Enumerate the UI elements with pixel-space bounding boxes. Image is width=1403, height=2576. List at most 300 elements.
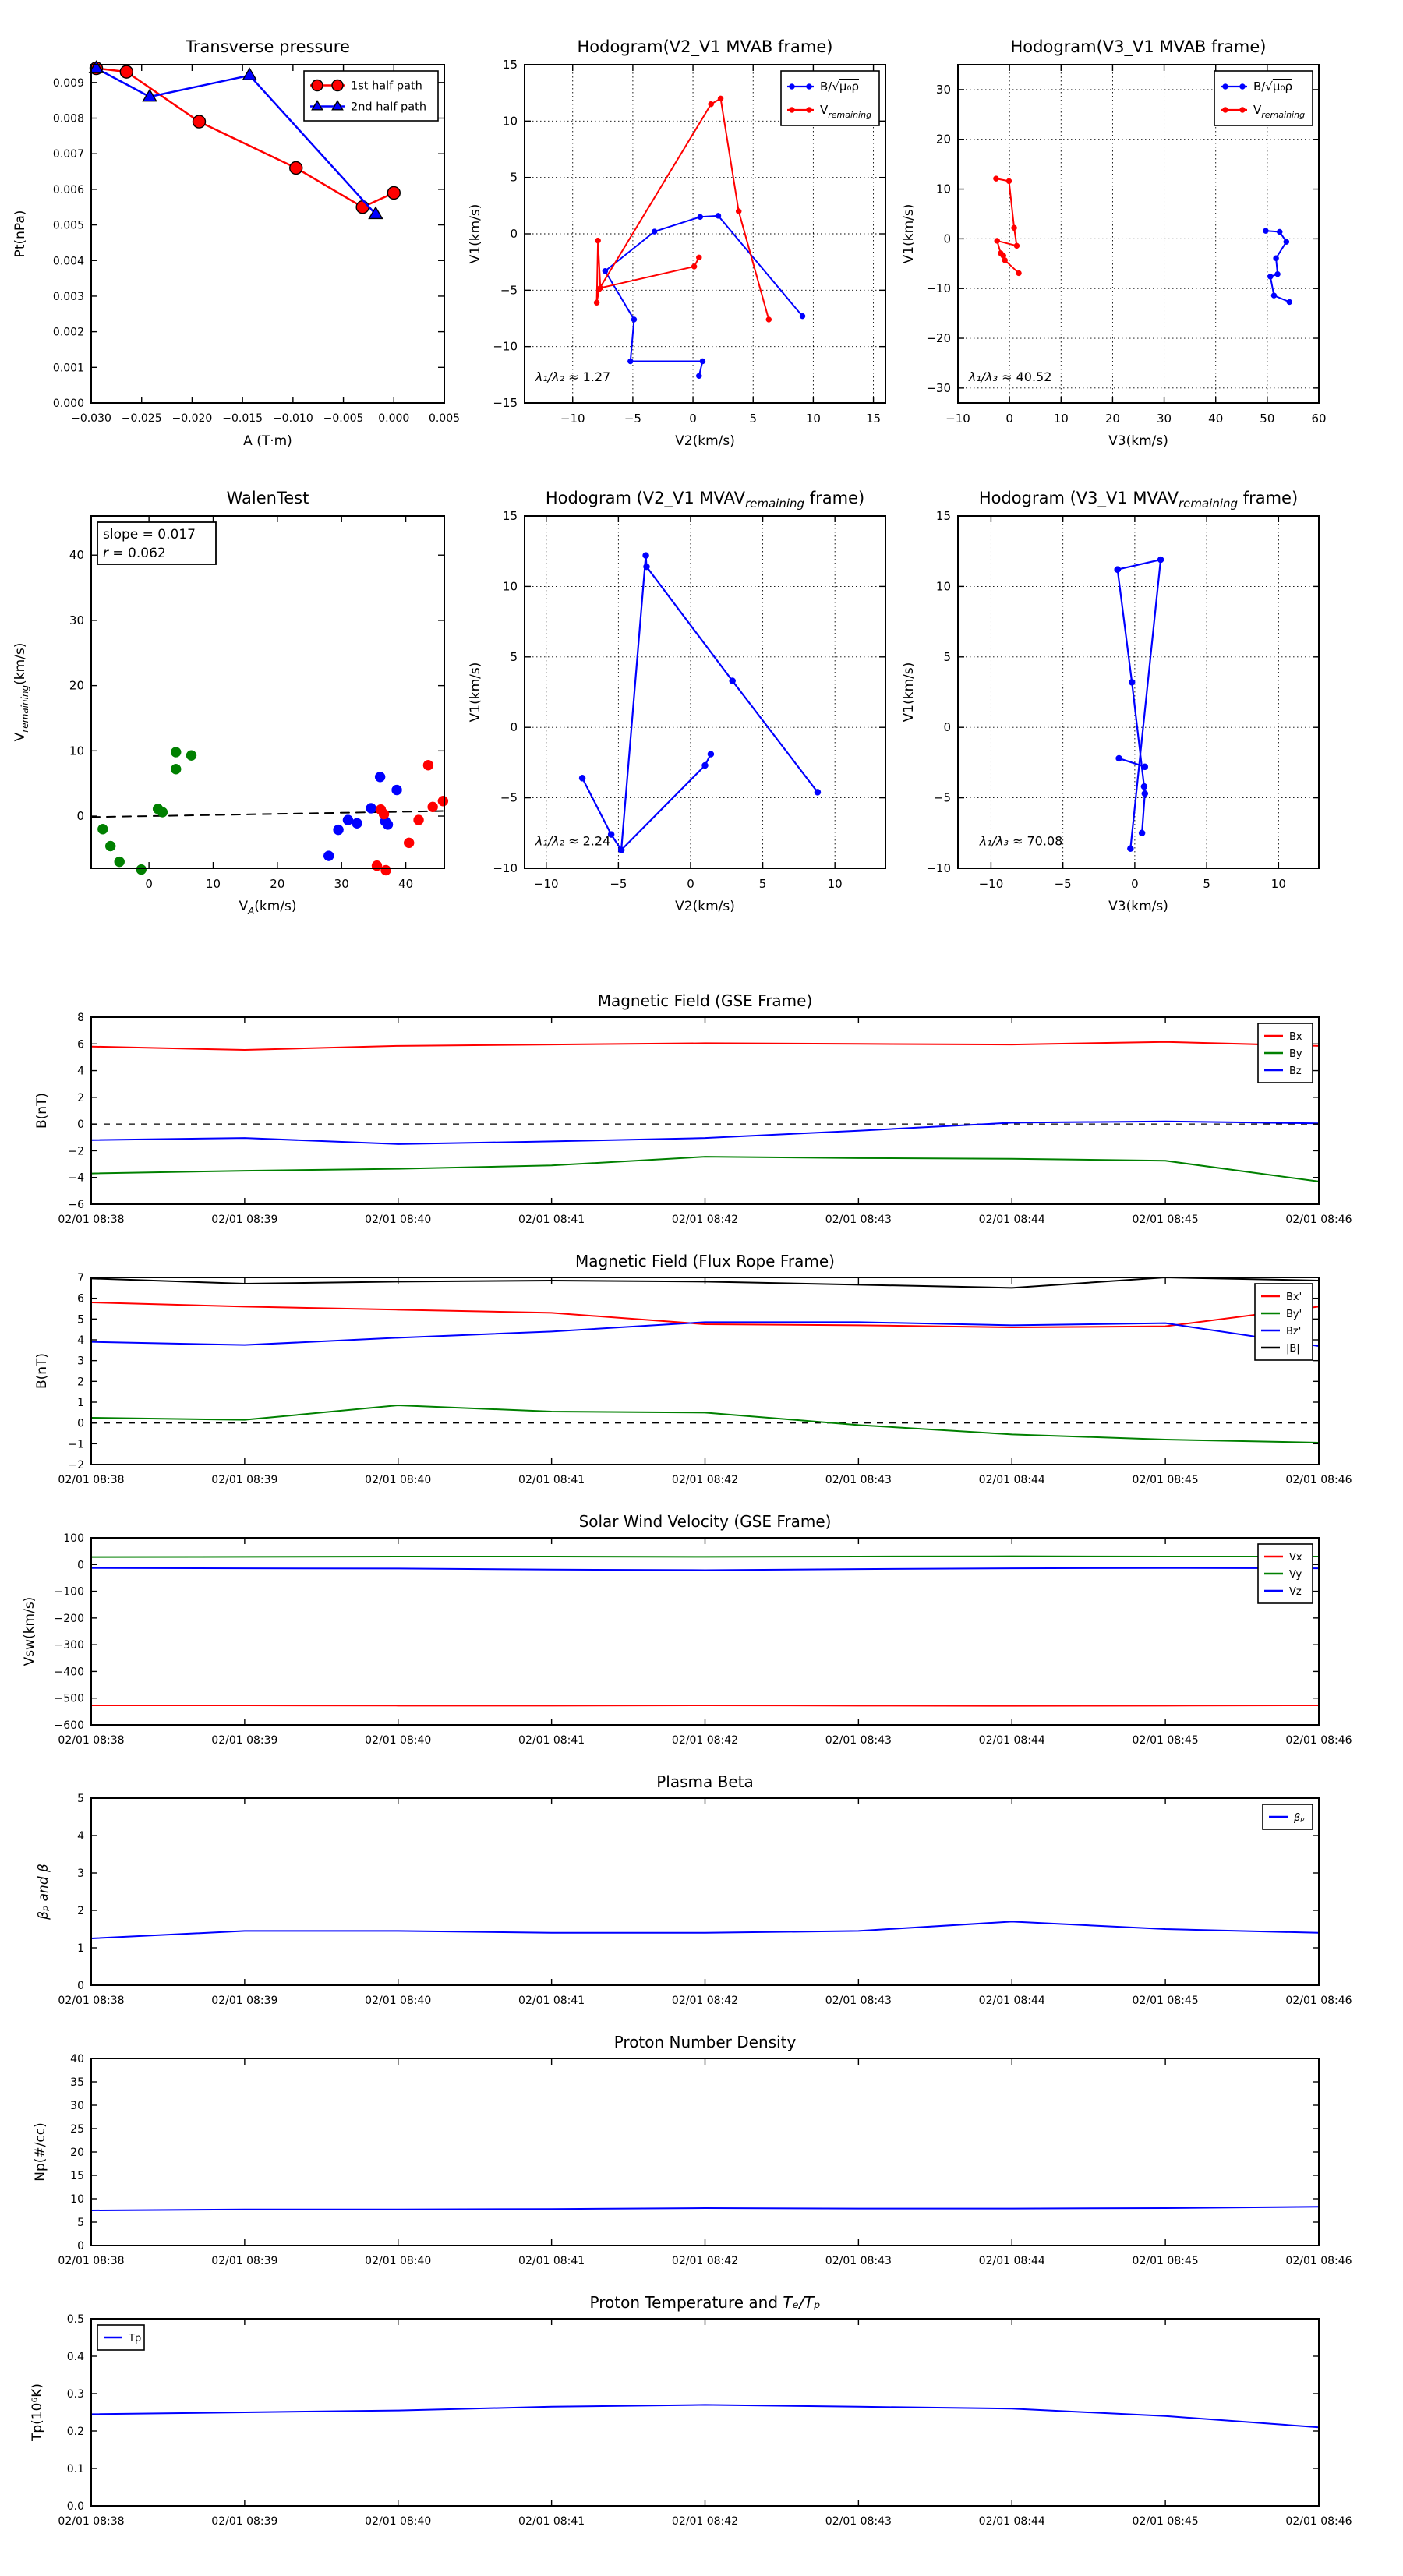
y-tick-label: 20 [70,2147,84,2159]
marker-circle [790,84,795,90]
y-tick-label: 0.000 [52,398,84,410]
x-tick-label: 40 [1208,412,1224,426]
chart-title: Hodogram(V2_V1 MVAB frame) [577,37,833,56]
x-tick-label: 02/01 08:39 [211,1734,278,1747]
marker-circle [807,84,812,90]
marker-circle [171,764,181,774]
marker-circle [438,796,448,806]
marker-circle [332,80,343,91]
marker-circle [136,864,147,875]
marker-circle [1139,830,1145,836]
marker-circle [383,819,393,829]
x-tick-label: 02/01 08:39 [211,2515,278,2528]
y-tick-label: −20 [926,331,951,346]
y-tick-label: 10 [69,744,84,758]
x-tick-label: 02/01 08:43 [825,1474,892,1486]
y-tick-label: −2 [68,1145,84,1158]
y-tick-label: −300 [54,1639,84,1652]
y-tick-label: 4 [77,1065,84,1078]
x-tick-label: 40 [398,877,414,891]
x-tick-label: −5 [624,412,641,426]
x-tick-label: 0.005 [428,412,461,425]
y-tick-label: 7 [77,1272,84,1284]
legend-label: 1st half path [351,80,422,93]
chart-title: Hodogram (V3_V1 $MVAV_{remaining}$ frame) [978,489,1299,511]
x-tick-label: 02/01 08:40 [365,2255,432,2267]
y-tick-label: −10 [493,861,518,875]
marker-circle [696,373,702,379]
y-tick-label: −10 [926,281,951,296]
x-tick-label: 02/01 08:45 [1132,2255,1199,2267]
x-tick-label: −10 [560,412,585,426]
y-tick-label: 40 [69,548,84,563]
x-axis-label: A (T·m) [243,433,292,449]
x-tick-label: 20 [1104,412,1120,426]
marker-circle [643,553,649,559]
marker-circle [1223,84,1228,90]
y-tick-label: 20 [69,678,84,693]
legend [1258,1544,1313,1603]
y-tick-label: 0.002 [52,326,84,339]
chart-title: Hodogram (V2_V1 $MVAV_{remaining}$ frame) [545,489,865,511]
x-tick-label: 02/01 08:40 [365,1474,432,1486]
x-tick-label: 10 [827,877,843,891]
y-tick-label: 0 [943,720,951,735]
legend [97,2325,144,2350]
y-tick-label: −15 [493,396,518,410]
legend-label: $V_{remaining}$ [820,103,872,120]
y-tick-label: −5 [500,790,518,805]
y-axis-label: V1(km/s) [901,662,917,723]
legend-label: $V_{remaining}$ [1253,103,1306,120]
marker-circle [698,214,703,220]
marker-circle [627,359,633,364]
marker-circle [631,316,637,322]
marker-circle [995,238,1000,243]
x-tick-label: −5 [610,877,627,891]
marker-circle [652,229,657,235]
marker-circle [1141,783,1147,790]
annotation: λ₁/λ₂ ≈ 2.24 [535,833,611,849]
y-tick-label: −6 [68,1199,84,1211]
x-tick-label: 10 [205,877,221,891]
y-axis-label: Pt(nPa) [12,210,28,258]
marker-circle [800,313,805,319]
y-axis-label: βₚ and β [36,1864,51,1920]
y-tick-label: 5 [943,649,951,664]
marker-circle [702,762,709,769]
y-tick-label: 0 [77,1980,84,1992]
y-tick-label: 1 [77,1397,84,1409]
chart-title: Solar Wind Velocity (GSE Frame) [578,1512,832,1531]
x-tick-label: −0.010 [272,412,313,425]
y-tick-label: −5 [500,283,518,298]
y-tick-label: −1 [68,1438,84,1451]
marker-circle [334,825,344,835]
x-tick-label: 02/01 08:46 [1285,1995,1352,2007]
x-tick-label: 02/01 08:43 [825,2255,892,2267]
x-tick-label: 02/01 08:46 [1285,2515,1352,2528]
marker-circle [414,815,424,825]
marker-circle [1263,228,1268,234]
y-tick-label: 0 [510,720,518,735]
y-tick-label: 4 [77,1334,84,1347]
legend-label: B/√μ₀ρ [1253,80,1292,94]
x-tick-label: 02/01 08:41 [518,2255,585,2267]
y-tick-label: 0.2 [66,2426,84,2438]
x-tick-label: 02/01 08:46 [1285,1214,1352,1226]
legend [1258,1023,1313,1083]
marker-circle [157,807,168,818]
marker-circle [807,108,812,113]
chart-title: Magnetic Field (Flux Rope Frame) [575,1252,835,1270]
y-tick-label: 0.009 [52,76,84,90]
x-tick-label: 30 [334,877,349,891]
y-tick-label: −2 [68,1459,84,1472]
y-tick-label: 0.001 [52,362,84,375]
y-tick-label: 0 [77,1118,84,1132]
x-tick-label: 02/01 08:40 [365,1214,432,1226]
x-tick-label: 02/01 08:41 [518,1474,585,1486]
x-tick-label: 10 [1053,412,1069,426]
legend-label: Vz [1289,1586,1302,1598]
y-tick-label: 0.3 [66,2388,84,2401]
x-tick-label: 02/01 08:38 [58,2515,125,2528]
y-tick-label: 30 [69,613,84,627]
x-tick-label: 02/01 08:40 [365,1995,432,2007]
marker-circle [186,751,196,761]
marker-circle [643,564,649,570]
marker-circle [1275,271,1281,277]
x-tick-label: 02/01 08:39 [211,1995,278,2007]
x-tick-label: 0 [1131,877,1139,891]
y-tick-label: 100 [63,1532,84,1545]
annotation: λ₁/λ₂ ≈ 1.27 [535,369,611,384]
y-tick-label: 0 [76,809,84,824]
y-tick-label: 2 [77,1376,84,1389]
marker-circle [428,802,438,812]
x-tick-label: 02/01 08:38 [58,1474,125,1486]
y-axis-label: $V_{remaining}(km/s)$ [12,642,30,742]
x-tick-label: 02/01 08:41 [518,2515,585,2528]
y-tick-label: 5 [77,1793,84,1805]
y-tick-label: −5 [933,790,951,805]
y-tick-label: 3 [77,1355,84,1368]
y-tick-label: 35 [70,2076,84,2089]
marker-circle [1223,108,1228,113]
chart-title: Proton Temperature and Tₑ/Tₚ [589,2293,821,2312]
marker-circle [618,846,624,853]
legend-box [1255,1284,1313,1360]
y-tick-label: 8 [77,1012,84,1024]
legend-label: Vy [1289,1569,1302,1581]
marker-circle [993,176,998,182]
x-tick-label: 0.000 [378,412,410,425]
chart-title: WalenTest [226,489,309,507]
y-tick-label: 5 [77,1313,84,1327]
y-tick-label: −600 [54,1719,84,1732]
x-tick-label: 02/01 08:42 [671,1214,739,1226]
y-tick-label: 1 [77,1942,84,1955]
legend-label: By' [1286,1309,1302,1320]
legend-label: Tp [129,2333,142,2345]
legend [304,71,438,121]
x-tick-label: 02/01 08:44 [978,2515,1045,2528]
x-tick-label: −10 [945,412,970,426]
x-tick-label: 10 [1270,877,1286,891]
marker-circle [1127,846,1133,852]
y-tick-label: −100 [54,1585,84,1599]
y-tick-label: 10 [70,2193,84,2206]
y-tick-label: 0.006 [52,183,84,196]
x-axis-label: $V_A(km/s)$ [239,899,297,917]
y-axis-label: Tp(10⁶K) [30,2383,45,2442]
marker-circle [115,857,125,867]
y-tick-label: 2 [77,1091,84,1104]
marker-circle [105,841,115,851]
y-tick-label: 10 [502,114,518,129]
y-tick-label: 0.4 [66,2351,84,2363]
x-tick-label: 02/01 08:44 [978,1214,1045,1226]
annotation: λ₁/λ₃ ≈ 70.08 [979,833,1063,849]
legend-label: Bz [1289,1065,1302,1077]
legend-label: B/√μ₀ρ [820,80,859,94]
y-tick-label: 5 [510,170,518,185]
marker-circle [766,316,772,322]
marker-circle [1014,243,1020,249]
legend [1214,71,1313,125]
marker-circle [718,96,723,101]
x-tick-label: 15 [866,412,882,426]
marker-circle [290,161,302,174]
x-tick-label: 02/01 08:40 [365,1734,432,1747]
x-tick-label: 02/01 08:43 [825,1214,892,1226]
y-tick-label: 10 [935,579,951,594]
y-axis-label: B(nT) [34,1352,50,1390]
marker-circle [387,186,400,199]
marker-circle [375,772,385,782]
y-tick-label: 0.0 [66,2500,84,2513]
y-tick-label: 0 [77,2240,84,2253]
marker-circle [708,751,714,758]
x-tick-label: −10 [533,877,559,891]
marker-circle [366,803,376,813]
y-tick-label: 20 [935,132,951,147]
y-tick-label: 0 [510,227,518,241]
annotation-line: slope = 0.017 [103,527,196,542]
x-tick-label: 02/01 08:44 [978,1474,1045,1486]
x-tick-label: 02/01 08:46 [1285,2255,1352,2267]
y-tick-label: 30 [935,82,951,97]
legend-label: By [1289,1048,1302,1060]
marker-circle [696,255,702,260]
marker-circle [1287,299,1292,305]
x-tick-label: 02/01 08:42 [671,1995,739,2007]
x-tick-label: 02/01 08:42 [671,1734,739,1747]
marker-circle [171,747,181,758]
x-tick-label: 02/01 08:44 [978,1734,1045,1747]
x-tick-label: −0.030 [71,412,111,425]
marker-circle [352,818,362,829]
annotation: λ₁/λ₃ ≈ 40.52 [968,369,1052,384]
x-tick-label: 02/01 08:45 [1132,1734,1199,1747]
x-tick-label: 02/01 08:45 [1132,1474,1199,1486]
marker-circle [716,213,721,218]
x-tick-label: 20 [270,877,285,891]
marker-circle [1277,229,1282,235]
marker-circle [596,286,602,292]
x-tick-label: −0.020 [171,412,213,425]
y-tick-label: 4 [77,1830,84,1843]
marker-circle [1016,270,1022,276]
x-tick-label: 60 [1311,412,1327,426]
x-tick-label: 10 [805,412,821,426]
x-tick-label: 02/01 08:45 [1132,1214,1199,1226]
legend-label: Vx [1289,1552,1302,1564]
x-tick-label: 02/01 08:46 [1285,1474,1352,1486]
marker-circle [691,263,697,269]
legend [781,71,879,125]
legend-label: 2nd half path [351,101,427,114]
legend [1255,1284,1313,1360]
x-tick-label: 02/01 08:42 [671,1474,739,1486]
marker-circle [790,108,795,113]
marker-circle [356,201,369,214]
legend-label: βₚ [1294,1812,1305,1824]
x-tick-label: 02/01 08:45 [1132,1995,1199,2007]
annotation-line: r = 0.062 [103,546,166,561]
y-axis-label: V1(km/s) [468,203,483,264]
x-tick-label: 02/01 08:41 [518,1214,585,1226]
series-Vx [91,1705,1319,1706]
y-tick-label: 0 [77,1559,84,1572]
x-tick-label: 02/01 08:40 [365,2515,432,2528]
y-tick-label: −10 [926,861,951,875]
marker-circle [379,809,389,819]
marker-circle [1240,84,1246,90]
marker-circle [1240,108,1246,113]
legend-label: Bx [1289,1031,1302,1043]
x-tick-label: 02/01 08:44 [978,1995,1045,2007]
chart-title: Hodogram(V3_V1 MVAB frame) [1010,37,1267,56]
x-tick-label: 02/01 08:41 [518,1734,585,1747]
y-axis-label: Np(#/cc) [33,2122,48,2182]
x-tick-label: −5 [1054,877,1072,891]
y-tick-label: 0.004 [52,255,84,268]
y-tick-label: 10 [935,182,951,196]
legend-label: Bx' [1286,1292,1302,1303]
marker-circle [193,115,205,128]
y-tick-label: 2 [77,1905,84,1917]
x-axis-label: V2(km/s) [675,433,735,449]
marker-circle [404,838,414,848]
y-tick-label: 0.005 [52,219,84,232]
marker-circle [381,865,391,875]
y-tick-label: −4 [68,1171,84,1185]
x-tick-label: 02/01 08:39 [211,1474,278,1486]
marker-circle [312,80,323,91]
x-tick-label: 02/01 08:42 [671,2255,739,2267]
y-tick-label: 5 [77,2217,84,2229]
marker-circle [579,775,585,781]
x-tick-label: 0 [145,877,153,891]
marker-circle [730,678,736,684]
x-tick-label: 5 [758,877,767,891]
marker-circle [120,65,133,78]
y-axis-label: V1(km/s) [468,662,483,723]
marker-circle [1006,178,1012,184]
legend [1263,1804,1313,1829]
y-axis-label: Vsw(km/s) [22,1596,37,1666]
y-tick-label: 15 [502,58,518,72]
y-tick-label: 0.003 [52,290,84,303]
marker-circle [815,789,821,795]
marker-circle [595,238,601,243]
marker-circle [1271,293,1277,299]
chart-title: Plasma Beta [656,1772,754,1791]
y-tick-label: 15 [502,509,518,523]
x-tick-label: 0 [1005,412,1013,426]
x-tick-label: 02/01 08:42 [671,2515,739,2528]
marker-circle [1115,567,1121,573]
x-tick-label: −10 [978,877,1004,891]
x-tick-label: 02/01 08:41 [518,1995,585,2007]
marker-circle [700,359,705,364]
y-tick-label: 3 [77,1868,84,1880]
y-axis-label: B(nT) [34,1092,50,1129]
marker-circle [1002,257,1008,263]
marker-circle [603,268,608,274]
y-tick-label: 0.5 [66,2313,84,2326]
marker-circle [1116,755,1122,761]
marker-circle [1284,239,1289,245]
x-tick-label: 02/01 08:43 [825,1734,892,1747]
x-axis-label: V3(km/s) [1108,899,1168,914]
legend-label: Bz' [1286,1326,1302,1337]
x-tick-label: 02/01 08:39 [211,1214,278,1226]
y-axis-label: V1(km/s) [901,203,917,264]
x-tick-label: 02/01 08:46 [1285,1734,1352,1747]
x-tick-label: 02/01 08:38 [58,1734,125,1747]
x-tick-label: 02/01 08:39 [211,2255,278,2267]
y-tick-label: 15 [935,509,951,523]
marker-circle [372,860,382,871]
marker-circle [594,300,599,306]
y-tick-label: −200 [54,1612,84,1625]
chart-title: Transverse pressure [186,37,350,56]
marker-circle [1142,764,1148,770]
y-tick-label: −10 [493,339,518,354]
marker-circle [97,824,108,834]
x-tick-label: 02/01 08:38 [58,2255,125,2267]
y-tick-label: 5 [510,649,518,664]
x-tick-label: 5 [1203,877,1210,891]
marker-circle [1142,790,1148,797]
y-tick-label: 0.1 [66,2463,84,2475]
y-tick-label: 0.008 [52,112,84,125]
x-tick-label: 02/01 08:44 [978,2255,1045,2267]
marker-circle [1267,274,1273,279]
x-tick-label: −0.015 [222,412,263,425]
marker-circle [709,101,714,107]
y-tick-label: 6 [77,1292,84,1306]
x-tick-label: 02/01 08:43 [825,2515,892,2528]
x-tick-label: 02/01 08:38 [58,1214,125,1226]
y-tick-label: 0 [77,1417,84,1430]
marker-circle [323,851,334,861]
y-tick-label: 0 [943,231,951,246]
x-tick-label: −0.005 [323,412,364,425]
